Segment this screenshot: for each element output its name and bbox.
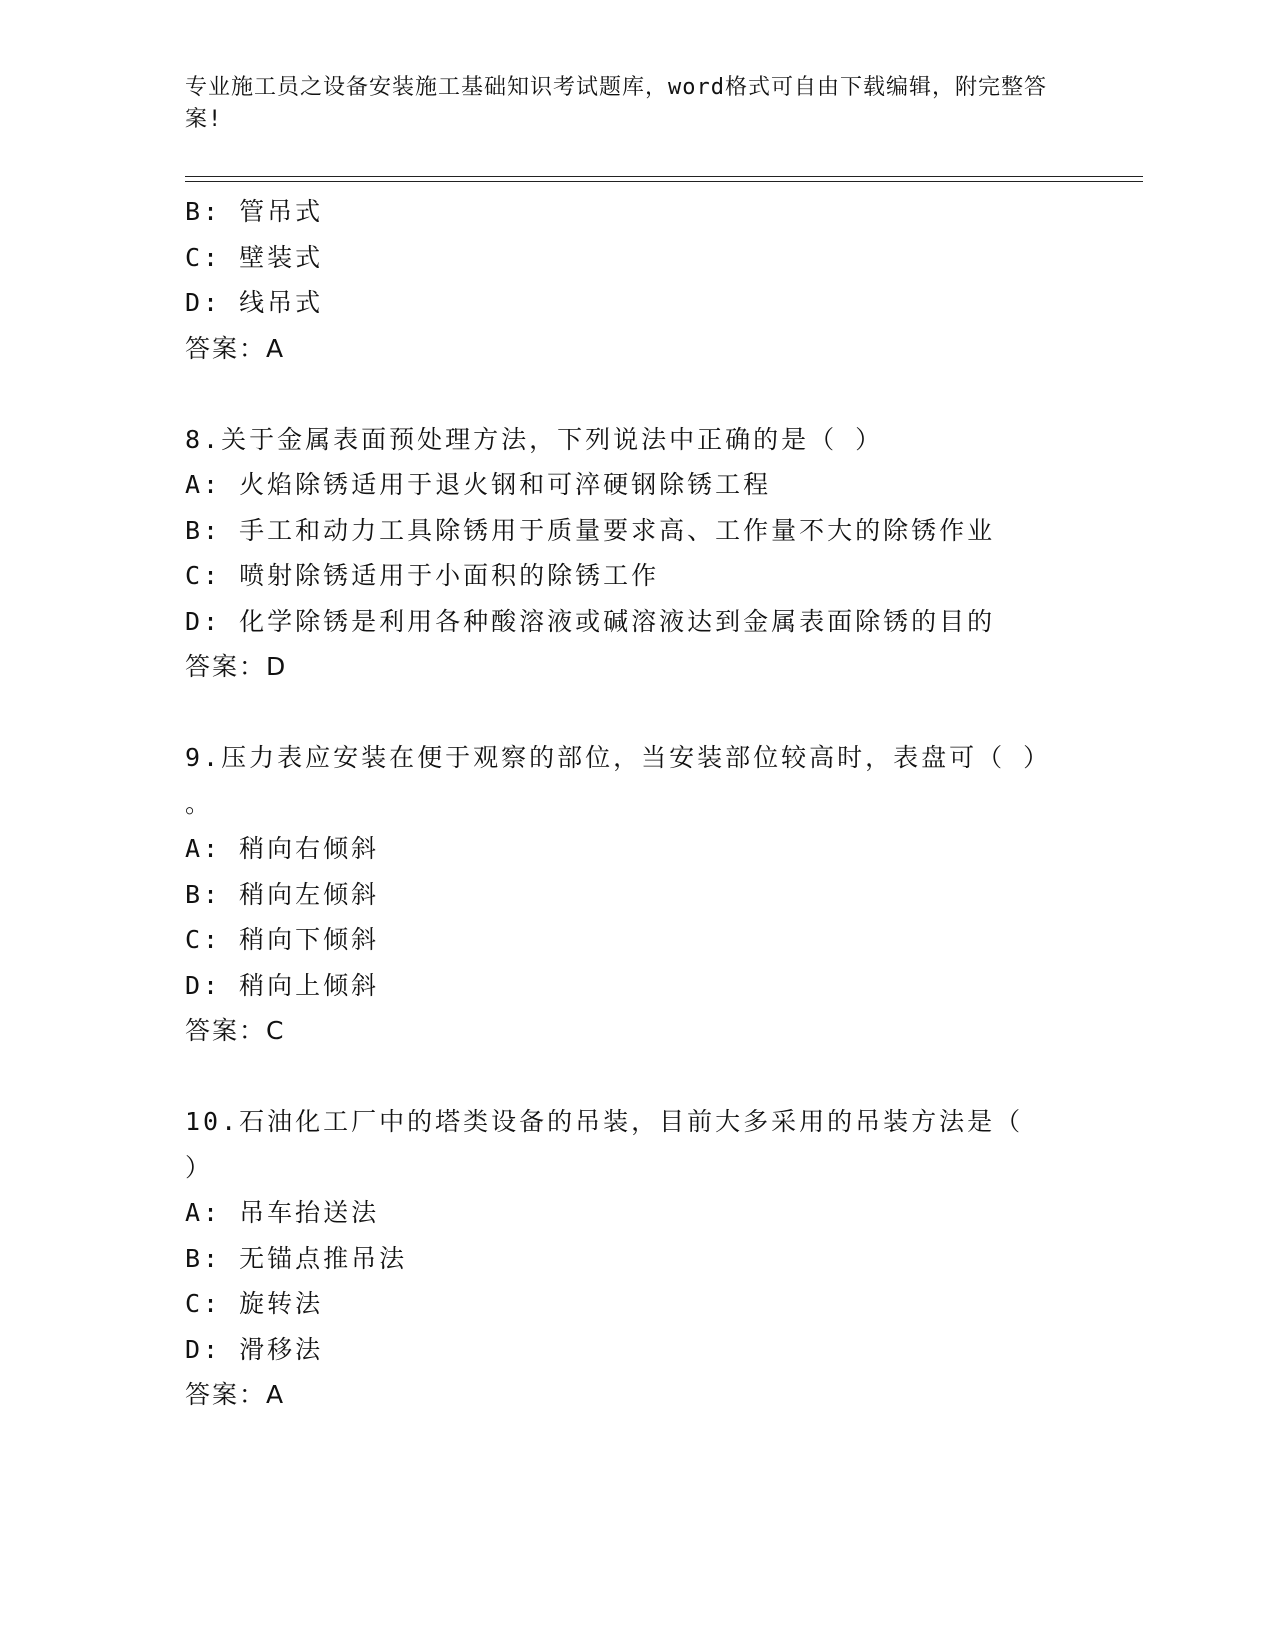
question-stem: 9.压力表应安装在便于观察的部位，当安装部位较高时，表盘可（ ）	[185, 743, 1052, 772]
option-d: D: 化学除锈是利用各种酸溶液或碱溶液达到金属表面除锈的目的	[185, 606, 996, 636]
header-divider-bottom	[185, 181, 1143, 182]
option-b: B: 稍向左倾斜	[185, 879, 380, 909]
question-9	[185, 735, 1085, 1054]
option-b: B: 管吊式	[185, 197, 324, 226]
question-7-tail	[185, 189, 1085, 371]
option-a: A: 吊车抬送法	[185, 1198, 380, 1227]
option-c: C: 旋转法	[185, 1289, 324, 1318]
answer-line: 答案：D	[185, 652, 288, 681]
option-b: B: 无锚点推吊法	[185, 1243, 408, 1273]
question-list	[185, 189, 1085, 1418]
answer-line: 答案：A	[185, 1380, 286, 1409]
question-stem-continuation: ）	[185, 1152, 214, 1182]
answer-line: 答案：C	[185, 1016, 286, 1045]
option-d: D: 线吊式	[185, 288, 324, 317]
question-10	[185, 1099, 1085, 1418]
option-c: C: 稍向下倾斜	[185, 925, 380, 954]
option-c: C: 喷射除锈适用于小面积的除锈工作	[185, 561, 660, 590]
option-a: A: 火焰除锈适用于退火钢和可淬硬钢除锈工程	[185, 470, 772, 499]
option-b: B: 手工和动力工具除锈用于质量要求高、工作量不大的除锈作业	[185, 515, 996, 545]
question-8	[185, 417, 1085, 690]
question-stem: 8.关于金属表面预处理方法，下列说法中正确的是（ ）	[185, 424, 884, 454]
answer-line: 答案：A	[185, 333, 286, 363]
document-header: 专业施工员之设备安装施工基础知识考试题库，word格式可自由下载编辑，附完整答案!	[185, 75, 1047, 132]
question-stem: 10.石油化工厂中的塔类设备的吊装，目前大多采用的吊装方法是（	[185, 1107, 1024, 1136]
header-divider-top	[185, 176, 1143, 177]
option-a: A: 稍向右倾斜	[185, 834, 380, 863]
option-d: D: 稍向上倾斜	[185, 970, 380, 1000]
question-stem-continuation: 。	[185, 788, 214, 818]
option-c: C: 壁装式	[185, 242, 324, 272]
option-d: D: 滑移法	[185, 1334, 324, 1364]
